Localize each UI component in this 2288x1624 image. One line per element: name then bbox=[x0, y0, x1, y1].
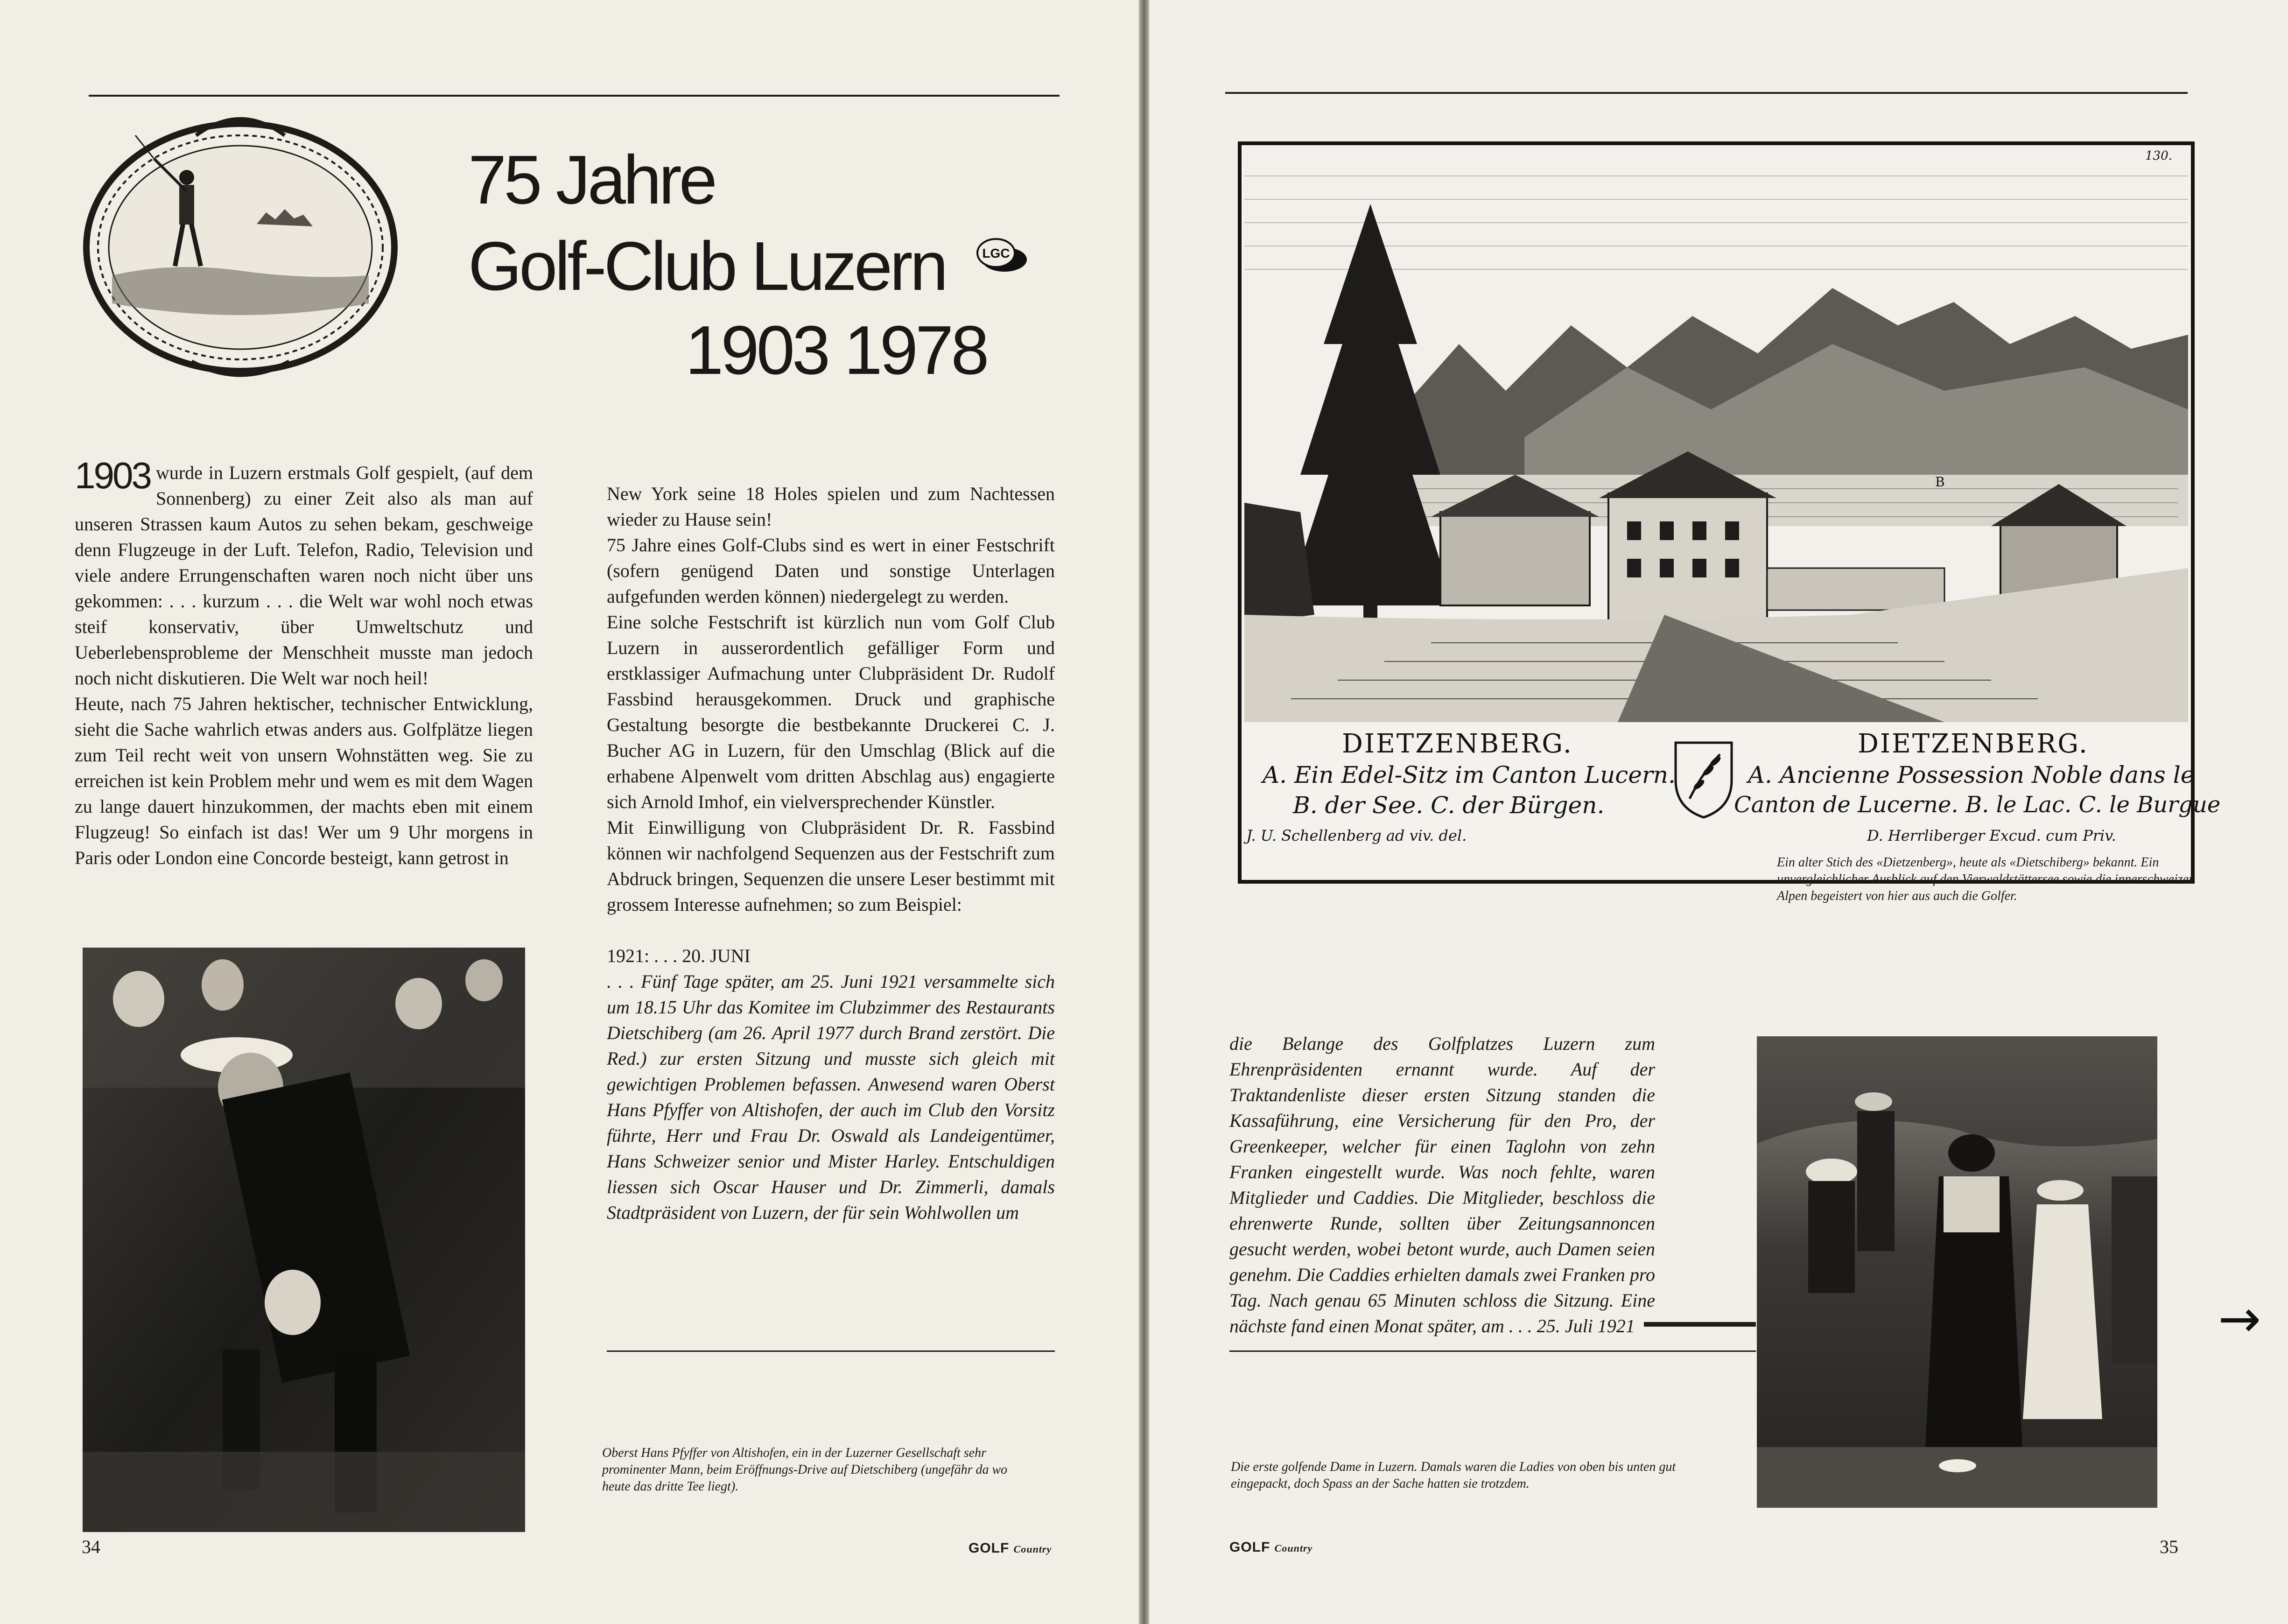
lgc-club-logo bbox=[976, 237, 1027, 274]
engraving-title-german: DIETZENBERG. bbox=[1342, 729, 1573, 759]
top-rule bbox=[89, 95, 1060, 97]
engraving-plate-number: 130. bbox=[2145, 149, 2172, 163]
engraving-legend-german-1: A. Ein Edel-Sitz im Canton Lucern. bbox=[1263, 761, 1676, 788]
top-rule-right bbox=[1225, 92, 2188, 94]
article-title-line3: 1903 1978 bbox=[685, 312, 987, 389]
photo-caption-right: Die erste golfende Dame in Luzern. Damals waren die Ladies von oben bis unten gut eingepackt, doch Spass an der Sache hatten sie trotzdem. bbox=[1231, 1460, 1676, 1491]
golf-country-logo-right bbox=[1229, 1540, 1312, 1555]
engraving-landscape-illustration bbox=[1244, 148, 2188, 722]
date-heading: 1921: . . . 20. JUNI bbox=[607, 945, 751, 966]
engraving-legend-french-1: A. Ancienne Possession Noble dans le bbox=[1748, 761, 2195, 788]
footer-logo-country-right: Country bbox=[1274, 1542, 1313, 1554]
col2-italic-excerpt: . . . Fünf Tage später, am 25. Juni 1921 versammelte sich um 18.15 Uhr das Komitee im Clubzimmer des Restaurants Dietschiberg (am 26. April 1977 durch Brand zerstört. Die Red.) zur ersten Sitzung und musste sich gleich mit gewichtigen Problemen befassen. Anwesend waren Oberst Hans Pfyffer von Altishofen, der auch im Club den Vorsitz führte, Herr und Frau Dr. Oswald als Landeigentümer, Hans Schweizer senior und Mister Harley. Entschuldigen liessen sich Oscar Hauser und Dr. Zimmerli, damals Stadtpräsident von Luzern, der für sein Wohlwollen um bbox=[607, 971, 1055, 1223]
footer-logo-golf-right: GOLF bbox=[1229, 1540, 1270, 1555]
article-title-line2: Golf-Club Luzern bbox=[468, 228, 946, 305]
engraving-caption: Ein alter Stich des «Dietzenberg», heute als «Dietschiberg» bekannt. Ein unvergleichlicher Ausblick auf den Vierwaldstättersee sowie die innerschweizer Alpen begeistert von hier aus auch die Golfer. bbox=[1777, 855, 2194, 903]
continue-arrow-icon: → bbox=[2218, 1289, 2261, 1349]
col2-paragraph-1: New York seine 18 Holes spielen und zum Nachtessen wieder zu Hause sein! bbox=[607, 483, 1055, 530]
right-page bbox=[1149, 0, 2288, 1624]
footer-logo-golf: GOLF bbox=[969, 1540, 1010, 1556]
engraving-legend-german-2: B. der See. C. der Bürgen. bbox=[1293, 792, 1605, 819]
photo-first-lady-golfer bbox=[1757, 1036, 2157, 1508]
body-column-2 bbox=[607, 481, 1055, 1225]
golf-country-logo-left bbox=[969, 1540, 1052, 1556]
engraving-credit-left: J. U. Schellenberg ad viv. del. bbox=[1246, 827, 1467, 844]
golfer-vignette-illustration bbox=[79, 107, 411, 387]
col2-paragraph-2: 75 Jahre eines Golf-Clubs sind es wert in einer Festschrift (sofern genügend Daten und sonstige Unterlagen aufgefunden werden können) niedergelegt zu werden. bbox=[607, 534, 1055, 607]
coat-of-arms-icon bbox=[1666, 733, 1741, 822]
engraving-credit-right: D. Herrliberger Excud. cum Priv. bbox=[1867, 827, 2116, 844]
column-end-rule bbox=[607, 1350, 1055, 1352]
engraving-dietzenberg bbox=[1238, 141, 2221, 884]
book-gutter bbox=[1139, 0, 1149, 1624]
photo-caption-left: Oberst Hans Pfyffer von Altishofen, ein in der Luzerner Gesellschaft sehr prominenter Mann, beim Eröffnungs-Drive auf Dietschiberg (ungefähr da wo heute das dritte Tee liegt). bbox=[602, 1446, 1008, 1494]
left-page bbox=[0, 0, 1139, 1624]
page-number-right: 35 bbox=[2160, 1536, 2178, 1557]
dropcap-year: 1903 bbox=[75, 455, 150, 496]
body-column-1 bbox=[75, 455, 533, 871]
article-title-line1: 75 Jahre bbox=[468, 141, 715, 218]
col2-paragraph-3: Eine solche Festschrift ist kürzlich nun vom Golf Club Luzern in ausserordentlich gefälliger Form und erstklassiger Aufmachung unter Clubpräsident Dr. Rudolf Fassbind herausgekommen. Druck und graphische Gestaltung besorgte die bestbekannte Druckerei C. J. Bucher AG in Luzern, für den Umschlag (Blick auf die erhabene Alpenwelt vom dritten Abschlag aus) engagierte sich Arnold Imhof, ein vielversprechender Künstler. bbox=[607, 612, 1055, 812]
column-end-rule-right bbox=[1229, 1350, 1756, 1352]
lgc-club-logo-text: LGC bbox=[982, 246, 1010, 260]
engraving-mark-b: B bbox=[1935, 474, 1945, 490]
col2-paragraph-4: Mit Einwilligung von Clubpräsident Dr. R. Fassbind können wir nachfolgend Sequenzen aus der Festschrift zum Abdruck bringen, Sequenzen die unsere Leser bestimmt mit grossem Interesse aufnehmen; so zum Beispiel: bbox=[607, 817, 1055, 915]
body-column-right: die Belange des Golfplatzes Luzern zum Ehrenpräsidenten ernannt wurde. Auf der Traktandenliste dieser ersten Sitzung standen die Kassaführung, eine Versicherung für den Pro, der Greenkeeper, welcher für einen Taglohn von zehn Franken eingestellt wurde. Was noch fehlte, waren Mitglieder und Caddies. Die Mitglieder, beschloss die ehrenwerte Runde, sollten über Zeitungsannoncen gesucht werden, wobei betont wurde, auch Damen seien genehm. Die Caddies erhielten damals zwei Franken pro Tag. Nach genau 65 Minuten schloss die Sitzung. Eine nächste fand einen Monat später, am . . . 25. Juli 1921 bbox=[1229, 1033, 1655, 1336]
footer-logo-country: Country bbox=[1013, 1543, 1052, 1555]
col1-paragraph-2: Heute, nach 75 Jahren hektischer, technischer Entwicklung, sieht die Sache wahrlich etwas anders aus. Golfplätze liegen zum Teil recht weit von unsern Wohnstätten weg. Sie zu erreichen ist kein Problem mehr und wem es mit dem Wagen zu lange dauert hinzukommen, der machts eben mit einem Flugzeug! So einfach ist das! Wer um 9 Uhr morgens in Paris oder London eine Concorde besteigt, kann getrost in bbox=[75, 693, 533, 868]
page-number-left: 34 bbox=[82, 1536, 100, 1557]
photo-opening-drive bbox=[83, 948, 525, 1532]
col1-paragraph-1: wurde in Luzern erstmals Golf gespielt, (auf dem Sonnenberg) zu einer Zeit also als man auf unseren Strassen kaum Autos zu sehen bekam, geschweige denn Flugzeuge in der Luft. Telefon, Radio, Television und viele andere Errungenschaften waren noch nicht über uns gekommen: . . . kurzum . . . die Welt war wohl noch etwas steif konservativ, über Umweltschutz und Ueberlebensprobleme der Menschheit musste man jedoch noch nicht diskutieren. Die Welt war noch heil! bbox=[75, 462, 533, 689]
engraving-legend-french-2: Canton de Lucerne. B. le Lac. C. le Burgue bbox=[1734, 792, 2221, 818]
engraving-title-french: DIETZENBERG. bbox=[1858, 729, 2089, 759]
continuation-bar bbox=[1644, 1322, 1756, 1327]
